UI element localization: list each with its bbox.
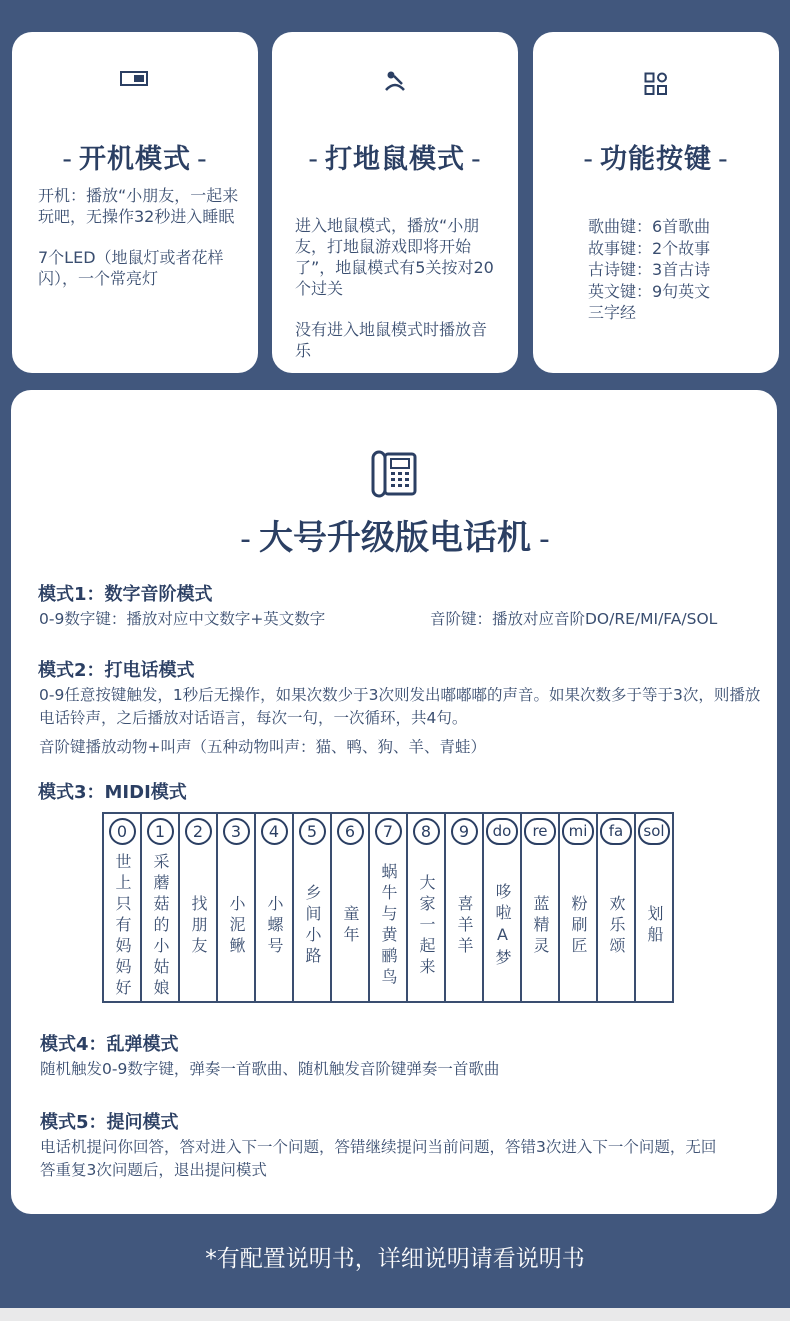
bottom-strip (0, 1308, 790, 1321)
song-name: 小螺号 (265, 894, 284, 958)
key-badge: 6 (337, 818, 364, 845)
card-description: 开机：播放“小朋友，一起来玩吧，无操作32秒进入睡眠 7个LED（地鼠灯或者花样闪），一个常亮灯 (38, 186, 239, 288)
mode2-description: 0-9任意按键触发，1秒后无操作，如果次数少于3次则发出嘟嘟嘟的声音。如果次数多于等于3次，则播放电话铃声，之后播放对话语言，每次一句，一次循环，共4句。 (39, 686, 761, 727)
song-name: 采蘑菇的小姑娘 (151, 852, 170, 1000)
song-name: 蜗牛与黄鹂鸟 (379, 863, 398, 989)
toggle-switch-icon (12, 70, 258, 88)
midi-column (217, 813, 255, 1002)
mode4-description: 随机触发0-9数字键，弹奏一首歌曲、随机触发音阶键弹奏一首歌曲 (40, 1060, 500, 1078)
key-badge: 0 (109, 818, 136, 845)
mode3-heading: 模式3：MIDI模式 (38, 782, 187, 803)
song-name: 找朋友 (189, 894, 208, 958)
midi-column (293, 813, 331, 1002)
key-badge: 1 (147, 818, 174, 845)
song-name: 哆啦A梦 (493, 882, 512, 970)
song-name: 喜羊羊 (455, 894, 474, 958)
card-title: - 打地鼠模式 - (308, 144, 482, 175)
key-badge: 9 (451, 818, 478, 845)
list-item: 三字经 (588, 303, 637, 322)
song-name: 划船 (645, 905, 664, 947)
midi-column (483, 813, 521, 1002)
song-name: 粉刷匠 (569, 894, 588, 958)
midi-column (521, 813, 559, 1002)
midi-column (369, 813, 407, 1002)
function-key-list (588, 216, 710, 324)
list-item: 英文键：9句英文 (588, 281, 711, 301)
list-item: 歌曲键：6首歌曲 (588, 217, 711, 236)
telephone-icon (371, 450, 417, 502)
key-badge: re (524, 818, 556, 845)
mode5-heading: 模式5：提问模式 (40, 1112, 179, 1133)
grid-apps-icon (533, 72, 779, 96)
list-item: 古诗键：3首古诗 (588, 260, 711, 279)
card-function-keys (533, 32, 779, 373)
mode1-scale-keys: 音阶键：播放对应音阶DO/RE/MI/FA/SOL (430, 610, 718, 628)
midi-column (597, 813, 635, 1002)
song-name: 大家一起来 (417, 873, 436, 979)
midi-column (635, 813, 673, 1002)
mode4-heading: 模式4：乱弹模式 (40, 1034, 179, 1055)
page-title: - 大号升级版电话机 - (240, 518, 550, 558)
midi-column (179, 813, 217, 1002)
key-badge: 8 (413, 818, 440, 845)
key-badge: 7 (375, 818, 402, 845)
card-title: - 功能按键 - (583, 144, 729, 175)
midi-column (407, 813, 445, 1002)
midi-column (331, 813, 369, 1002)
card-whack-mode (272, 32, 518, 373)
key-badge: fa (600, 818, 632, 845)
key-badge: mi (562, 818, 594, 845)
whack-a-mole-icon (272, 70, 518, 92)
song-name: 世上只有妈妈好 (113, 852, 132, 1000)
midi-column (255, 813, 293, 1002)
key-badge: 5 (299, 818, 326, 845)
key-badge: 2 (185, 818, 212, 845)
midi-song-table (102, 812, 674, 1003)
footer-note: *有配置说明书，详细说明请看说明书 (205, 1246, 585, 1272)
mode2-animal-sounds: 音阶键播放动物+叫声（五种动物叫声：猫、鸭、狗、羊、青蛙） (39, 738, 486, 756)
card-title: - 开机模式 - (62, 144, 208, 175)
midi-column (559, 813, 597, 1002)
card-power-mode (12, 32, 258, 373)
song-name: 童年 (341, 905, 360, 947)
song-name: 乡间小路 (303, 884, 322, 968)
mode5-description: 电话机提问你回答，答对进入下一个问题，答错继续提问当前问题，答错3次进入下一个问题，无回答重复3次问题后，退出提问模式 (40, 1138, 717, 1179)
midi-column (103, 813, 141, 1002)
song-name: 蓝精灵 (531, 894, 550, 958)
mode2-heading: 模式2：打电话模式 (38, 660, 195, 681)
card-description: 进入地鼠模式，播放“小朋友，打地鼠游戏即将开始了”，地鼠模式有5关按对20个过关 没有进入地鼠模式时播放音乐 (295, 216, 494, 360)
key-badge: do (486, 818, 518, 845)
mode1-digit-keys: 0-9数字键：播放对应中文数字+英文数字 (39, 610, 326, 628)
midi-column (445, 813, 483, 1002)
midi-column (141, 813, 179, 1002)
key-badge: 4 (261, 818, 288, 845)
mode1-heading: 模式1：数字音阶模式 (38, 584, 213, 605)
key-badge: 3 (223, 818, 250, 845)
song-name: 小泥鳅 (227, 894, 246, 958)
list-item: 故事键：2个故事 (588, 238, 711, 258)
song-name: 欢乐颂 (607, 894, 626, 958)
key-badge: sol (638, 818, 670, 845)
